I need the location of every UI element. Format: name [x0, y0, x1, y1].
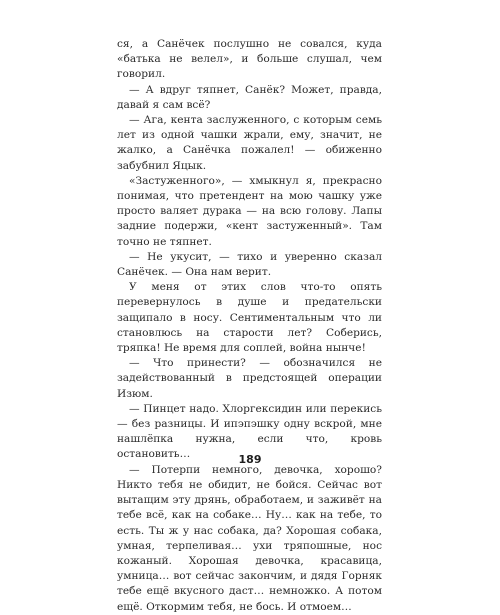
- paragraph: ся, а Санёчек послушно не совался, куда «батька не велел», и больше слушал, чем говорил.: [117, 38, 382, 81]
- paragraph: — Потерпи немного, девочка, хорошо? Никто тебя не обидит, не бойся. Сейчас вот вытащим эту дрянь, обработаем, и заживёт на тебе всё, как на собаке… Ну… как на тебе, то есть. Ты ж у нас собака, да? Хорошая собака, умная, терпеливая… ухи тряпошные, нос кожаный. Хорошая девочка, красавица, умница… вот сейчас закончим, и дядя Горняк тебе ещё вкусного даст… немножко. А потом ещё. Откормим тебя, не бось. И отмоем…: [117, 463, 382, 613]
- paragraph: — Что принести? — обозначился не задействованный в предстоящей операции Изюм.: [117, 357, 382, 400]
- paragraph: — Не укусит, — тихо и уверенно сказал Санёчек. — Она нам верит.: [117, 250, 382, 279]
- page-number: 189: [238, 453, 262, 466]
- paragraph: У меня от этих слов что-то опять перевернулось в душе и предательски защипало в носу. Сентиментальным что ли становлюсь на старости лет? Соберись, тряпка! Не время для соплей, война нынче!: [117, 281, 382, 355]
- paragraph: — Пинцет надо. Хлоргексидин или перекись — без разницы. И ипэпэшку одну вскрой, мне нашлёпка нужна, если что, кровь остановить…: [117, 402, 382, 461]
- paragraph: «Застуженного», — хмыкнул я, прекрасно понимая, что претендент на мою чашку уже просто валяет дурака — на всю голову. Лапы задние подержи, «кент застуженный». Там точно не тяпнет.: [117, 174, 382, 248]
- body-text: [117, 37, 382, 615]
- paragraph: — А вдруг тяпнет, Санёк? Может, правда, давай я сам всё?: [117, 83, 382, 111]
- paragraph: — Ага, кента заслуженного, с которым семь лет из одной чашки жрали, ему, значит, не жалко, а Санёчка пожалел! — обиженно забубнил Яцык.: [117, 114, 382, 172]
